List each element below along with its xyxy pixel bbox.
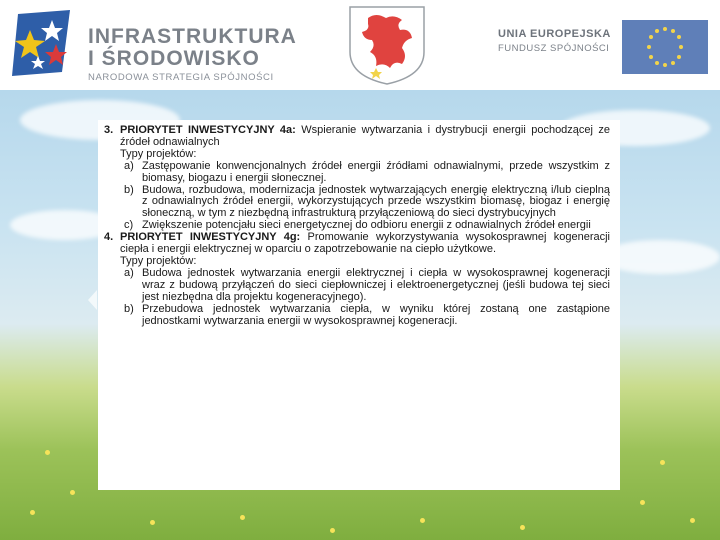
content-card	[98, 120, 620, 490]
list-text: Przebudowa jednostek wytwarzania ciepła, w wyniku której zostaną one zastąpione jednostkami wytwarzania energii w wysokosprawnej kogeneracji.	[142, 302, 610, 327]
header-bar	[0, 0, 720, 90]
list-letter: a)	[124, 159, 134, 172]
list-text: Budowa jednostek wytwarzania energii elektrycznej i ciepła w wysokosprawnej kogeneracji wraz z budową przyłączeń do sieci ciepłowniczej i elektroenergetycznej (jeśli budowa tej sieci jest niezbędna dla projektu kogeneracyjnego).	[142, 266, 610, 303]
list-item	[120, 185, 610, 221]
previous-arrow-icon	[88, 290, 97, 310]
types-label: Typy projektów:	[120, 147, 197, 160]
list-item	[120, 304, 610, 328]
list-text: Budowa, rozbudowa, modernizacja jednostek wytwarzających energię elektryczną i/lub cieplną z odnawialnych źródeł energii, wykorzystujących przede wszystkim biomasę, biogaz i energię słoneczną, w tym z niezbędną infrastrukturą przyłączeniową do sieci dystrybucyjnych	[142, 183, 610, 220]
list-item	[120, 161, 610, 185]
eu-caption	[498, 28, 611, 54]
list-letter: a)	[124, 266, 134, 279]
types-label: Typy projektów:	[120, 254, 197, 267]
priority-item-3	[104, 125, 610, 232]
list-letter: b)	[124, 183, 134, 196]
infrastruktura-logo	[8, 4, 308, 86]
eu-flag-icon	[622, 20, 708, 74]
item-heading	[120, 125, 610, 149]
item-number: 4.	[104, 231, 114, 244]
item-heading-text: Wspieranie wytwarzania i dystrybucji energii pochodzącej ze źródeł odnawialnych	[120, 124, 610, 148]
logo-title-line1: INFRASTRUKTURA	[88, 25, 297, 48]
eu-line1: UNIA EUROPEJSKA	[498, 28, 611, 40]
item-heading-bold: PRIORYTET INWESTYCYJNY 4a:	[120, 124, 296, 136]
list-item	[120, 268, 610, 304]
list-letter: b)	[124, 302, 134, 315]
eu-line2: FUNDUSZ SPÓJNOŚCI	[498, 43, 610, 54]
logo-subtitle: NARODOWA STRATEGIA SPÓJNOŚCI	[88, 72, 274, 83]
list-text: Zwiększenie potencjału sieci energetycznej do odbioru energii z odnawialnych źródeł energii	[142, 219, 591, 232]
priority-item-4	[104, 232, 610, 327]
item-heading-text: Promowanie wykorzystywania wysokosprawnej kogeneracji ciepła i energii elektrycznej w oparciu o zapotrzebowanie na ciepło użytkowe.	[120, 231, 610, 256]
list-text: Zastępowanie konwencjonalnych źródeł energii źródłami odnawialnymi, przede wszystkim z biomasy, biogazu i energii słonecznej.	[142, 159, 610, 184]
list-letter: c)	[124, 219, 134, 232]
item-number: 3.	[104, 124, 114, 136]
logo-title-line2: I ŚRODOWISKO	[88, 47, 260, 70]
item-heading	[120, 232, 610, 256]
griffin-coat-of-arms-icon	[346, 4, 428, 86]
four-star-mark-icon	[8, 6, 82, 80]
item-heading-bold: PRIORYTET INWESTYCYJNY 4g:	[120, 231, 301, 244]
